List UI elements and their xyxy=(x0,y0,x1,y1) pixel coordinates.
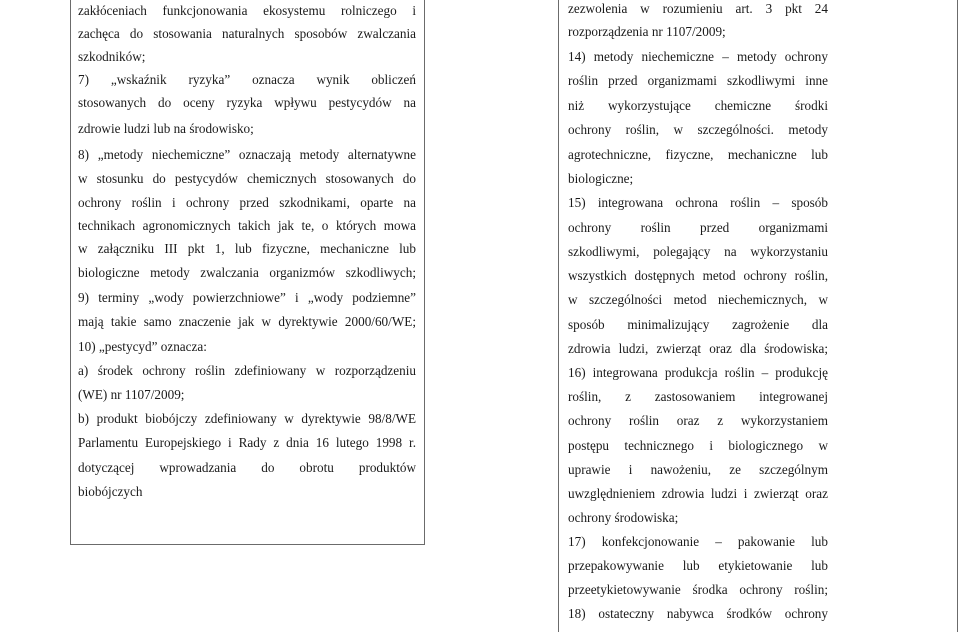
text-line: wszystkich dostępnych metod ochrony roślin, xyxy=(568,268,828,283)
text-line: 16) integrowana produkcja roślin – produkcję xyxy=(568,365,828,380)
text-line: postępu technicznego i biologicznego w xyxy=(568,438,828,453)
text-line: zdrowia ludzi, zwierząt oraz dla środowiska; xyxy=(568,341,828,356)
text-line: w załączniku III pkt 1, lub fizyczne, mechaniczne lub xyxy=(78,241,416,256)
text-line: b) produkt biobójczy zdefiniowany w dyrektywie 98/8/WE xyxy=(78,411,416,426)
text-line: ochrony roślin przed organizmami xyxy=(568,220,828,235)
text-line: roślin przed organizmami szkodliwymi inne xyxy=(568,73,828,88)
right-cell-border-left xyxy=(558,0,559,632)
text-line: w szczególności metod niechemicznych, w xyxy=(568,292,828,307)
text-line: rozporządzenia nr 1107/2009; xyxy=(568,24,726,39)
text-line: stosowanych do oceny ryzyka wpływu pestycydów na xyxy=(78,95,416,110)
text-line: 9) terminy „wody powierzchniowe” i „wody podziemne” xyxy=(78,290,416,305)
text-line: roślin, z zastosowaniem integrowanej xyxy=(568,389,828,404)
text-line: 7) „wskaźnik ryzyka” oznacza wynik obliczeń xyxy=(78,72,416,87)
text-line: 8) „metody niechemiczne” oznaczają metody alternatywne xyxy=(78,147,416,162)
text-line: zdrowie ludzi lub na środowisko; xyxy=(78,121,254,136)
text-line: biologiczne; xyxy=(568,171,634,186)
text-line: zakłóceniach funkcjonowania ekosystemu rolniczego i xyxy=(78,3,416,18)
left-cell-border-right xyxy=(424,0,425,545)
text-line: 18) ostateczny nabywca środków ochrony xyxy=(568,606,828,621)
text-line: dotyczącej wprowadzania do obrotu produktów xyxy=(78,460,416,475)
text-line: przeetykietowywanie środka ochrony roślin; xyxy=(568,582,828,597)
text-line: zezwolenia w rozumieniu art. 3 pkt 24 xyxy=(568,1,828,16)
text-line: ochrony roślin i ochrony przed szkodnikami, oparte na xyxy=(78,195,416,210)
left-cell-border-left xyxy=(70,0,71,545)
text-line: 15) integrowana ochrona roślin – sposób xyxy=(568,195,828,210)
text-line: (WE) nr 1107/2009; xyxy=(78,387,185,402)
text-line: 10) „pestycyd” oznacza: xyxy=(78,339,207,354)
text-line: ochrony środowiska; xyxy=(568,510,679,525)
text-line: biobójczych xyxy=(78,484,143,499)
text-line: Parlamentu Europejskiego i Rady z dnia 16 lutego 1998 r. xyxy=(78,435,416,450)
text-line: agrotechniczne, fizyczne, mechaniczne lub xyxy=(568,147,828,162)
text-line: zachęca do stosowania naturalnych sposobów zwalczania xyxy=(78,26,416,41)
text-line: niż wykorzystujące chemiczne środki xyxy=(568,98,828,113)
text-line: przepakowywanie lub etykietowanie lub xyxy=(568,558,828,573)
text-line: biologiczne metody zwalczania organizmów szkodliwych; xyxy=(78,265,416,280)
left-cell-border-bottom xyxy=(70,544,425,545)
text-line: uwzględnieniem zdrowia ludzi i zwierząt oraz xyxy=(568,486,828,501)
text-line: sposób minimalizujący zagrożenie dla xyxy=(568,317,828,332)
text-line: w stosunku do pestycydów chemicznych stosowanych do xyxy=(78,171,416,186)
text-line: uprawie i nawożeniu, ze szczególnym xyxy=(568,462,828,477)
right-cell-border-right xyxy=(957,0,958,632)
text-line: szkodników; xyxy=(78,49,146,64)
text-line: ochrony roślin, w szczególności. metody xyxy=(568,122,828,137)
text-line: technikach agronomicznych takich jak te, o których mowa xyxy=(78,218,416,233)
text-line: 17) konfekcjonowanie – pakowanie lub xyxy=(568,534,828,549)
text-line: ochrony roślin oraz z wykorzystaniem xyxy=(568,413,828,428)
text-line: mają takie samo znaczenie jak w dyrektywie 2000/60/WE; xyxy=(78,314,416,329)
text-line: 14) metody niechemiczne – metody ochrony xyxy=(568,49,828,64)
text-line: szkodliwymi, polegający na wykorzystaniu xyxy=(568,244,828,259)
text-line: a) środek ochrony roślin zdefiniowany w rozporządzeniu xyxy=(78,363,416,378)
